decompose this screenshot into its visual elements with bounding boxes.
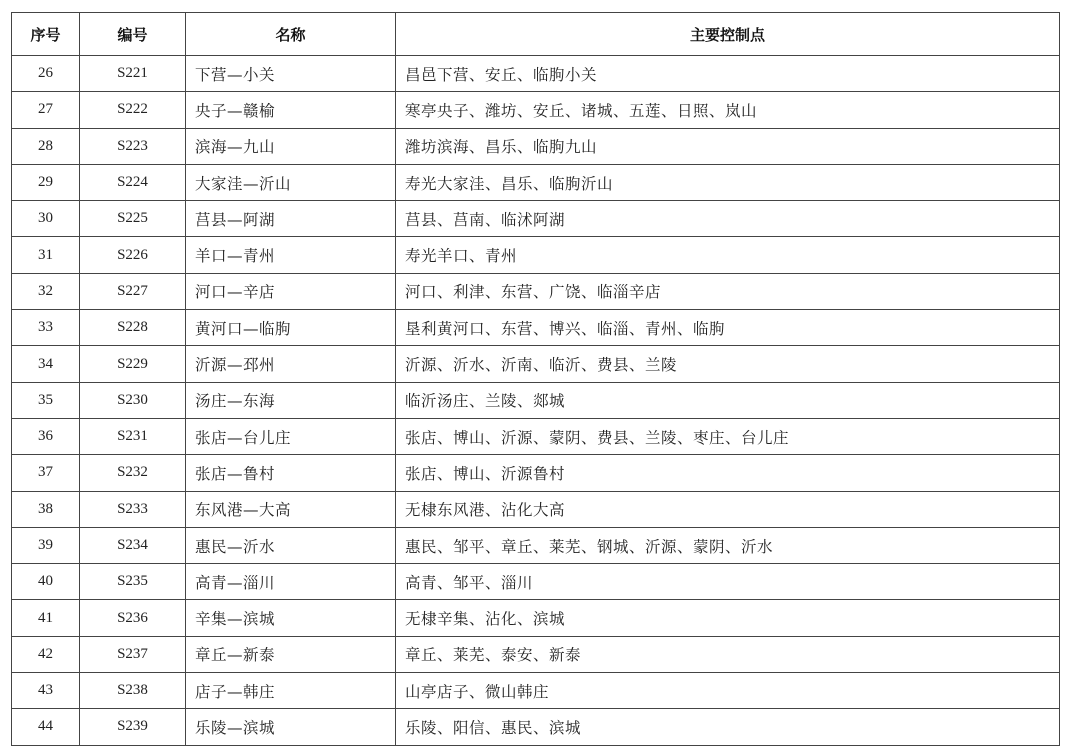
cell-control-points: 莒县、莒南、临沭阿湖 <box>396 201 1060 237</box>
table-row <box>12 600 1060 636</box>
cell-control-points: 垦利黄河口、东营、博兴、临淄、青州、临朐 <box>396 310 1060 346</box>
cell-code: S235 <box>80 564 186 600</box>
table-row <box>12 673 1060 709</box>
cell-control-points: 潍坊滨海、昌乐、临朐九山 <box>396 128 1060 164</box>
cell-name: 河口—辛店 <box>186 273 396 309</box>
table-row <box>12 92 1060 128</box>
cell-name: 惠民—沂水 <box>186 527 396 563</box>
cell-code: S223 <box>80 128 186 164</box>
cell-control-points: 临沂汤庄、兰陵、郯城 <box>396 382 1060 418</box>
cell-code: S225 <box>80 201 186 237</box>
cell-code: S222 <box>80 92 186 128</box>
cell-control-points: 章丘、莱芜、泰安、新泰 <box>396 636 1060 672</box>
cell-code: S229 <box>80 346 186 382</box>
cell-code: S239 <box>80 709 186 745</box>
cell-code: S224 <box>80 164 186 200</box>
cell-serial: 39 <box>12 527 80 563</box>
cell-code: S221 <box>80 56 186 92</box>
cell-control-points: 高青、邹平、淄川 <box>396 564 1060 600</box>
cell-code: S228 <box>80 310 186 346</box>
cell-code: S230 <box>80 382 186 418</box>
table-row <box>12 709 1060 745</box>
table-row <box>12 56 1060 92</box>
cell-serial: 31 <box>12 237 80 273</box>
cell-serial: 41 <box>12 600 80 636</box>
cell-code: S233 <box>80 491 186 527</box>
cell-control-points: 寿光羊口、青州 <box>396 237 1060 273</box>
cell-control-points: 山亭店子、微山韩庄 <box>396 673 1060 709</box>
cell-code: S237 <box>80 636 186 672</box>
table-row <box>12 164 1060 200</box>
cell-serial: 43 <box>12 673 80 709</box>
cell-serial: 38 <box>12 491 80 527</box>
cell-serial: 27 <box>12 92 80 128</box>
cell-control-points: 无棣辛集、沾化、滨城 <box>396 600 1060 636</box>
cell-control-points: 沂源、沂水、沂南、临沂、费县、兰陵 <box>396 346 1060 382</box>
cell-code: S231 <box>80 418 186 454</box>
cell-name: 乐陵—滨城 <box>186 709 396 745</box>
cell-name: 章丘—新泰 <box>186 636 396 672</box>
cell-control-points: 河口、利津、东营、广饶、临淄辛店 <box>396 273 1060 309</box>
cell-serial: 44 <box>12 709 80 745</box>
header-serial: 序号 <box>12 13 80 56</box>
cell-name: 张店—台儿庄 <box>186 418 396 454</box>
cell-serial: 29 <box>12 164 80 200</box>
cell-code: S238 <box>80 673 186 709</box>
cell-name: 央子—赣榆 <box>186 92 396 128</box>
cell-name: 张店—鲁村 <box>186 455 396 491</box>
cell-name: 滨海—九山 <box>186 128 396 164</box>
cell-control-points: 寒亭央子、潍坊、安丘、诸城、五莲、日照、岚山 <box>396 92 1060 128</box>
route-table <box>11 12 1060 746</box>
route-table-container <box>11 12 1059 746</box>
table-row <box>12 273 1060 309</box>
cell-name: 莒县—阿湖 <box>186 201 396 237</box>
cell-serial: 42 <box>12 636 80 672</box>
cell-name: 下营—小关 <box>186 56 396 92</box>
cell-name: 大家洼—沂山 <box>186 164 396 200</box>
cell-name: 高青—淄川 <box>186 564 396 600</box>
cell-serial: 33 <box>12 310 80 346</box>
cell-serial: 32 <box>12 273 80 309</box>
cell-control-points: 昌邑下营、安丘、临朐小关 <box>396 56 1060 92</box>
table-row <box>12 491 1060 527</box>
cell-control-points: 乐陵、阳信、惠民、滨城 <box>396 709 1060 745</box>
cell-serial: 28 <box>12 128 80 164</box>
table-row <box>12 527 1060 563</box>
table-header-row <box>12 13 1060 56</box>
table-row <box>12 128 1060 164</box>
cell-control-points: 无棣东风港、沾化大高 <box>396 491 1060 527</box>
cell-name: 辛集—滨城 <box>186 600 396 636</box>
cell-serial: 34 <box>12 346 80 382</box>
table-row <box>12 636 1060 672</box>
cell-serial: 30 <box>12 201 80 237</box>
cell-code: S236 <box>80 600 186 636</box>
cell-control-points: 寿光大家洼、昌乐、临朐沂山 <box>396 164 1060 200</box>
cell-code: S226 <box>80 237 186 273</box>
cell-serial: 37 <box>12 455 80 491</box>
cell-control-points: 惠民、邹平、章丘、莱芜、钢城、沂源、蒙阴、沂水 <box>396 527 1060 563</box>
cell-control-points: 张店、博山、沂源、蒙阴、费县、兰陵、枣庄、台儿庄 <box>396 418 1060 454</box>
cell-name: 汤庄—东海 <box>186 382 396 418</box>
table-row <box>12 201 1060 237</box>
cell-code: S227 <box>80 273 186 309</box>
cell-code: S234 <box>80 527 186 563</box>
cell-control-points: 张店、博山、沂源鲁村 <box>396 455 1060 491</box>
table-row <box>12 418 1060 454</box>
table-body <box>12 56 1060 746</box>
cell-code: S232 <box>80 455 186 491</box>
table-row <box>12 310 1060 346</box>
table-row <box>12 455 1060 491</box>
cell-name: 沂源—邳州 <box>186 346 396 382</box>
cell-serial: 26 <box>12 56 80 92</box>
cell-serial: 40 <box>12 564 80 600</box>
cell-name: 东风港—大高 <box>186 491 396 527</box>
cell-serial: 35 <box>12 382 80 418</box>
header-control-points: 主要控制点 <box>396 13 1060 56</box>
table-row <box>12 564 1060 600</box>
table-row <box>12 237 1060 273</box>
header-code: 编号 <box>80 13 186 56</box>
cell-serial: 36 <box>12 418 80 454</box>
cell-name: 羊口—青州 <box>186 237 396 273</box>
header-name: 名称 <box>186 13 396 56</box>
cell-name: 店子—韩庄 <box>186 673 396 709</box>
table-row <box>12 346 1060 382</box>
table-row <box>12 382 1060 418</box>
cell-name: 黄河口—临朐 <box>186 310 396 346</box>
